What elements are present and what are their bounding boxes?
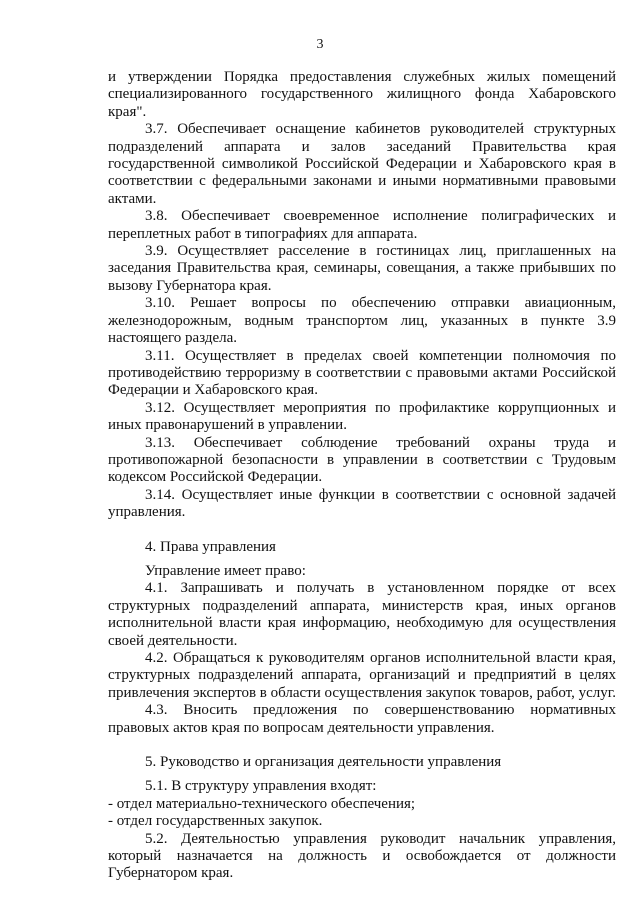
section-4-heading: 4. Права управления — [145, 538, 276, 555]
paragraph-4-2: 4.2. Обращаться к руководителям органов исполнительной власти края, структурных подразделений аппарата, организаций и предприятий в целях привлечения экспертов в области осуществления закупок товаров, работ, услуг. — [108, 650, 616, 701]
document-body — [108, 69, 616, 883]
list-item-procurement-dept: - отдел государственных закупок. — [108, 813, 323, 830]
section-4-lead: Управление имеет право: — [145, 562, 306, 579]
paragraph-3-11: 3.11. Осуществляет в пределах своей компетенции полномочия по противодействию терроризму в соответствии с правовыми актами Российской Федерации и Хабаровского края. — [108, 347, 616, 399]
paragraph-5-2: 5.2. Деятельностью управления руководит начальник управления, который назначается на должность и освобождается от должности Губернатором края. — [108, 830, 616, 882]
page-number: 3 — [316, 37, 324, 52]
list-item-material-dept: - отдел материально-технического обеспечения; — [108, 795, 416, 812]
paragraph-4-1: 4.1. Запрашивать и получать в установленном порядке от всех структурных подразделений аппарата, министерств края, иных органов исполнительной власти края информацию, необходимую для осуществления своей деятельности. — [108, 580, 616, 649]
paragraph-5-1: 5.1. В структуру управления входят: — [145, 778, 377, 795]
paragraph-3-10: 3.10. Решает вопросы по обеспечению отправки авиационным, железнодорожным, водным транспортом лиц, указанных в пункте 3.9 настоящего раздела. — [108, 295, 616, 347]
paragraph-intro: и утверждении Порядка предоставления служебных жилых помещений специализированного государственного жилищного фонда Хабаровского края". — [108, 69, 616, 120]
paragraph-3-7: 3.7. Обеспечивает оснащение кабинетов руководителей структурных подразделений аппарата и залов заседаний Правительства края государственной символикой Российской Федерации и Хабаровского края в соответствии с федеральными законами и иными нормативными правовыми актами. — [108, 121, 616, 207]
paragraph-3-9: 3.9. Осуществляет расселение в гостиницах лиц, приглашенных на заседания Правительства края, семинары, совещания, а также прибывших по вызову Губернатора края. — [108, 243, 616, 294]
paragraph-3-12: 3.12. Осуществляет мероприятия по профилактике коррупционных и иных правонарушений в управлении. — [108, 399, 616, 434]
paragraph-3-14: 3.14. Осуществляет иные функции в соответствии с основной задачей управления. — [108, 486, 616, 521]
paragraph-3-8: 3.8. Обеспечивает своевременное исполнение полиграфических и переплетных работ в типографиях для аппарата. — [108, 208, 616, 242]
section-5-heading: 5. Руководство и организация деятельности управления — [145, 754, 502, 771]
paragraph-4-3: 4.3. Вносить предложения по совершенствованию нормативных правовых актов края по вопросам деятельности управления. — [108, 702, 616, 736]
paragraph-3-13: 3.13. Обеспечивает соблюдение требований охраны труда и противопожарной безопасности в управлении в соответствии с Трудовым кодексом Российской Федерации. — [108, 434, 616, 486]
